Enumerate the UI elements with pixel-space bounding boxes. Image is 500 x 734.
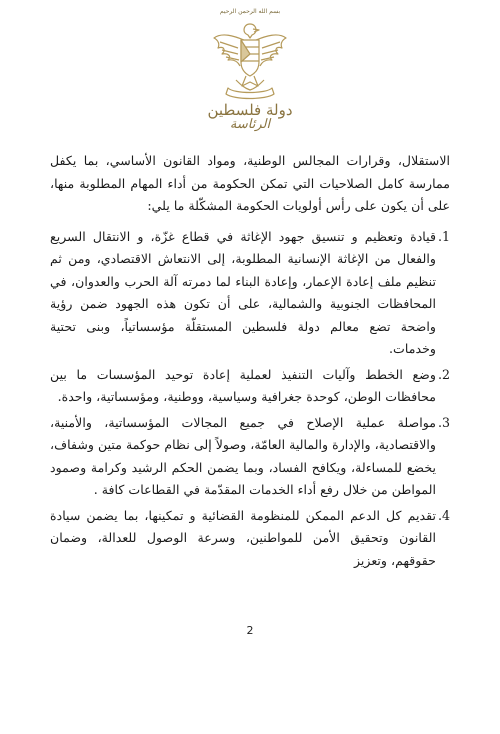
bismillah-text: بسم الله الرحمن الرحيم [219, 8, 281, 15]
list-item-number: 1. [437, 228, 450, 244]
list-item-text: وضع الخطط وآليات التنفيذ لعملية إعادة توحيد المؤسسات ما بين محافظات الوطن، كوحدة جغرافية وسياسية، ووطنية، ومؤسساتية، واحدة. [50, 366, 436, 404]
list-item-text: تقديم كل الدعم الممكن للمنظومة القضائية و تمكينها، بما يضمن سيادة القانون وتحقيق الأمن للمواطنين، وسرعة الوصول للعدالة، وضمان حقوقهم، وتعزيز [50, 507, 436, 568]
list-item [50, 226, 450, 361]
list-item-number: 3. [437, 414, 450, 430]
document-body [50, 150, 450, 575]
list-item-number: 2. [437, 366, 450, 382]
state-name: دولة فلسطين [207, 101, 293, 119]
intro-paragraph: الاستقلال، وقرارات المجالس الوطنية، ومواد القانون الأساسي، بما يكفل ممارسة كامل الصلاحيات التي تمكن الحكومة من أداء المهام المطلوبة منها، على أن يكون على رأس أولويات الحكومة المشكّلة ما يلي: [50, 153, 450, 213]
list-item [50, 412, 450, 502]
page-number: 2 [246, 624, 254, 637]
list-item [50, 364, 450, 409]
letterhead [190, 8, 310, 143]
list-item-number: 4. [437, 507, 450, 523]
state-subtitle: الرئاسة [229, 117, 271, 132]
list-item-text: قيادة وتعظيم و تنسيق جهود الإغاثة في قطاع غزّة، و الانتقال السريع والفعال من الإغاثة الإنسانية المطلوبة، إلى الانتعاش الاقتصادي، ومن ثم تنظيم ملف إعادة الإعمار، وإعادة البناء لما دمرته آلة الحرب والعدوان، في المحافظات الجنوبية والشمالية، على أن تكون هذه الجهود ضمن رؤية واضحة تضع معالم دولة فلسطين المستقلّة مؤسساتياً، وبنى تحتية وخدمات. [50, 228, 436, 356]
list-item [50, 505, 450, 573]
list-item-text: مواصلة عملية الإصلاح في جميع المجالات المؤسساتية، والأمنية، والاقتصادية، والإدارة والمالية العامّة، وصولاً إلى نظام حوكمة متين وشفاف، يخضع للمساءلة، ويكافح الفساد، وبما يضمن الحكم الرشيد وكرامة وصمود المواطن من خلال رفع أداء الخدمات المقدّمة في القطاعات كافة . [50, 414, 436, 497]
palestine-eagle-emblem-icon [210, 18, 290, 100]
